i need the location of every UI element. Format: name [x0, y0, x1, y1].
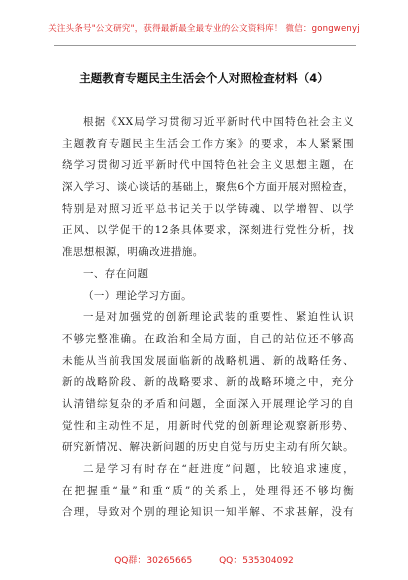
- document-title: 主题教育专题民主生活会个人对照检查材料（4）: [79, 71, 329, 85]
- body-line: 研究新情况、解决新问题的历史自觉与历史主动有所欠缺。: [62, 441, 354, 454]
- footer-contact: [0, 553, 408, 566]
- header-banner: 关注头条号"公文研究"，获得最新最全最专业的公文资料库！ 微信：gongwenyj: [48, 24, 360, 34]
- body-line: 特别是对照习近平总书记关于以学铸魂、以学增智、以学: [62, 202, 354, 215]
- footer-qq-group: QQ群：30265665: [114, 556, 193, 566]
- body-line: 二是学习有时存在“赶进度”问题，比较追求速度，: [83, 463, 354, 475]
- header-divider: [54, 45, 356, 46]
- body-line: 根据《XX局学习贯彻习近平新时代中国特色社会主义: [83, 116, 354, 128]
- body-line: 新的战略阶段、新的战略要求、新的战略环境之中，充分: [62, 376, 354, 389]
- body-line: 绕学习贯彻习近平新时代中国特色社会主义思想主题，在: [62, 159, 354, 172]
- body-line: 一是对加强党的创新理论武装的重要性、紧迫性认识: [83, 311, 354, 324]
- body-line: 准思想根源，明确改进措施。: [62, 246, 204, 259]
- body-line: 未能从当前我国发展面临新的战略机遇、新的战略任务、: [62, 354, 354, 367]
- body-line: 深入学习、谈心谈话的基础上，聚焦6个方面开展对照检查，: [62, 181, 354, 194]
- footer-qq: QQ：535304092: [219, 556, 294, 566]
- body-line: 正风、以学促干的12条具体要求，深刻进行党性分析，找: [62, 224, 354, 237]
- document-body: [62, 112, 354, 524]
- section-heading: 一、存在问题: [83, 267, 149, 280]
- body-line: 觉性和主动性不足，用新时代党的创新理论观察新形势、: [62, 419, 354, 432]
- body-line: 不够完整准确。在政治和全局方面，自己的站位还不够高: [62, 332, 354, 345]
- body-line: 认清错综复杂的矛盾和问题，全面深入开展理论学习的自: [62, 397, 354, 410]
- body-line: 主题教育专题民主生活会工作方案》的要求，本人紧紧围: [62, 137, 354, 150]
- subsection-heading: （一）理论学习方面。: [83, 289, 192, 302]
- body-line: 合理，导致对个别的理论知识一知半解、不求甚解，没有: [62, 506, 354, 519]
- body-line: 在把握重“量”和重“质”的关系上，处理得还不够均衡: [62, 484, 354, 497]
